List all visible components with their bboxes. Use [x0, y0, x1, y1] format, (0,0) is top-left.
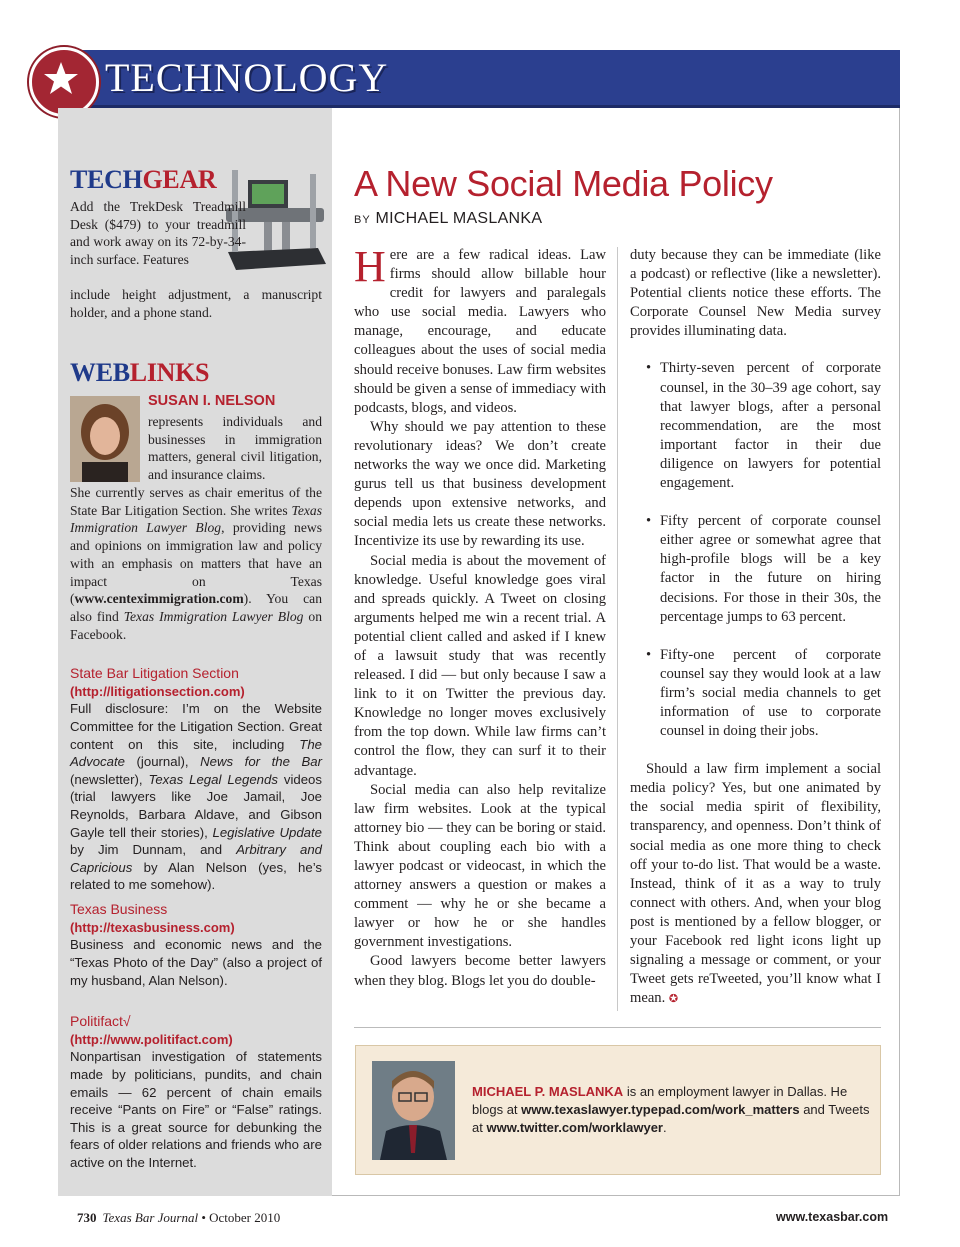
article-paragraph: duty because they can be immediate (like a podcast) or reflective (like a newsletter). Potential clients notice these efforts. The Corporate Counsel New Media survey provides illuminating data.: [630, 247, 881, 340]
list-item: • Fifty percent of corporate counsel either agree or somewhat agree that high-profile blogs will be a key factor in the future on hiring decisions. For those in their 30s, the percentage jumps to 63 percent.: [630, 512, 881, 627]
techgear-heading: TECHGEAR: [70, 165, 217, 194]
blog-link[interactable]: www.texaslawyer.typepad.com/work_matters: [521, 1102, 800, 1117]
link-item-litigation: [70, 665, 322, 894]
centex-link[interactable]: www.centeximmigration.com: [74, 591, 244, 607]
article-paragraph: Social media can also help revitalize law firm websites. Look at the typical attorney bio — they can be boring or staid. Think about coupling each bio with a lawyer podcast or videocast, in which the attorney answers a question or makes a comment — why he or she became a lawyer or how he or she handles government investigations.: [354, 781, 606, 951]
bullet-list: [630, 359, 881, 741]
issue-date: October 2010: [209, 1210, 281, 1225]
link-title: State Bar Litigation Section: [70, 665, 239, 681]
article-paragraph: Should a law firm implement a social media policy? Yes, but one animated by the social media spirit of flexibility, transparency, and openness. Don’t think of social media as one more thing to check off your to-do list. That would be a waste. Instead, think of it as a way to truly connect with others. And, when your blog post is mentioned by a fellow blogger, or your Facebook red light icons light up signaling a message or comment, or your Tweet gets reTweeted, you’ll know what I mean. ✪: [630, 761, 881, 1007]
blog-title: Texas Immigration Lawyer Blog: [70, 502, 322, 536]
twitter-link[interactable]: www.twitter.com/worklawyer: [486, 1120, 663, 1135]
blog-title-2: Texas Immigration Lawyer Blog: [123, 608, 304, 624]
link-description: Full disclosure: I’m on the Website Committee for the Litigation Section. Great content on this site, including The Advocate (journal), News for the Bar (newsletter), Texas Legal Legends videos (trial lawyers like Joe Jamail, Joe Reynolds, Barbara Aldave, and Gibson Gayle tell their stories), Legislative Update by Jim Dunnam, and Arbitrary and Capricious by Alan Nelson (yes, he’s related to me somehow).: [70, 701, 322, 893]
list-item: • Thirty-seven percent of corporate counsel, in the 30–39 age cohort, say that lawyer blogs, after a personal recommendation, are the most important factor in their due diligence on lawyers for potential engagement.: [630, 359, 881, 493]
end-mark-icon: ✪: [668, 993, 679, 1006]
footer-left: 730 Texas Bar Journal • October 2010: [77, 1210, 281, 1225]
techgear-text-a: Add the TrekDesk Treadmill Desk ($479) to your treadmill and work away on its 72-by-34-inch surface. Features: [70, 199, 246, 268]
article-paragraph: Social media is about the movement of knowledge. Useful knowledge goes viral and spreads quickly. A Tweet on closing arguments helped me win a recent trial. A potential client called and asked if I knew of a lawsuit study that was recently released. I did — but only because I saw a link to it on Twitter the previous day. Knowledge no longer moves exclusively from the top down. While law firms can’t control the flow, they can surf it to their advantage.: [354, 552, 606, 779]
weblinks-heading: WEBLINKS: [70, 358, 210, 387]
bio-author-name: MICHAEL P. MASLANKA: [472, 1084, 624, 1099]
article-column-2: [630, 246, 881, 1009]
page-number: 730: [77, 1210, 97, 1225]
link-url[interactable]: (http://litigationsection.com): [70, 683, 245, 699]
link-url[interactable]: (http://www.politifact.com): [70, 1031, 233, 1047]
link-description: Business and economic news and the “Texas Photo of the Day” (also a project of my husband, Alan Nelson).: [70, 937, 322, 988]
techgear-text-b: include height adjustment, a manuscript holder, and a phone stand.: [70, 287, 322, 320]
sidebar-author-name: SUSAN I. NELSON: [148, 393, 276, 409]
star-badge-icon: [29, 47, 99, 117]
nelson-bio-a: represents individuals and businesses in immigration matters, general civil litigation, and insurance claims.: [148, 414, 322, 483]
link-url[interactable]: (http://texasbusiness.com): [70, 919, 235, 935]
drop-cap: H: [354, 242, 386, 291]
journal-name: Texas Bar Journal: [102, 1210, 199, 1225]
link-title: Politifact√: [70, 1013, 131, 1029]
link-title: Texas Business: [70, 901, 168, 917]
maslanka-photo: [372, 1061, 455, 1160]
link-description: Nonpartisan investigation of statements made by politicians, pundits, and chain emails — 62 percent of chain emails receive “Pants on Fire” or “False” ratings. This is a great source for debunking the fears of older relations and friends who are active on the Internet.: [70, 1049, 322, 1170]
article-rule: [354, 1027, 881, 1028]
article-byline: BY MICHAEL MASLANKA: [354, 210, 543, 227]
article-paragraph: Why should we pay attention to these revolutionary ideas? We don’t create networks the way we once did. Marketing gurus tell us that business development depends upon extensive networks, and social media lets us create these networks. Incentivize its use by rewarding its use.: [354, 418, 606, 550]
footer-website-link[interactable]: www.texasbar.com: [776, 1210, 889, 1224]
article-column-1: [354, 242, 606, 991]
article-paragraph: Good lawyers become better lawyers when they blog. Blogs let you do double-: [354, 953, 606, 989]
column-divider: [617, 247, 618, 1011]
susan-nelson-photo: [70, 396, 140, 482]
article-paragraph: Here are a few radical ideas. Law firms should allow billable hour credit for lawyers and paralegals who use social media. Lawyers who manage, encourage, and educate colleagues about the uses of social media should receive bonuses. Law firm websites should be given a sense of immediacy with podcasts, blogs, and videos.: [354, 242, 606, 416]
nelson-bio-b: She currently serves as chair emeritus of the State Bar Litigation Section. She writes Texas Immigration Lawyer Blog, providing news and opinions on immigration law and policy with an emphasis on matters that have an impact on Texas (www.centeximmigration.com). You can also find Texas Immigration Lawyer Blog on Facebook.: [70, 485, 322, 642]
link-item-politifact: [70, 1013, 322, 1172]
list-item: • Fifty-one percent of corporate counsel say they would look at a law firm’s social media channels to get information of use to corporate counsel in doing their jobs.: [630, 646, 881, 741]
link-item-texas-business: [70, 901, 322, 989]
author-bio-text: MICHAEL P. MASLANKA is an employment lawyer in Dallas. He blogs at www.texaslawyer.typepad.com/work_matters and Tweets at www.twitter.com/worklawyer.: [472, 1084, 870, 1135]
section-title: TECHNOLOGY: [105, 55, 389, 100]
article-title: A New Social Media Policy: [354, 163, 773, 204]
